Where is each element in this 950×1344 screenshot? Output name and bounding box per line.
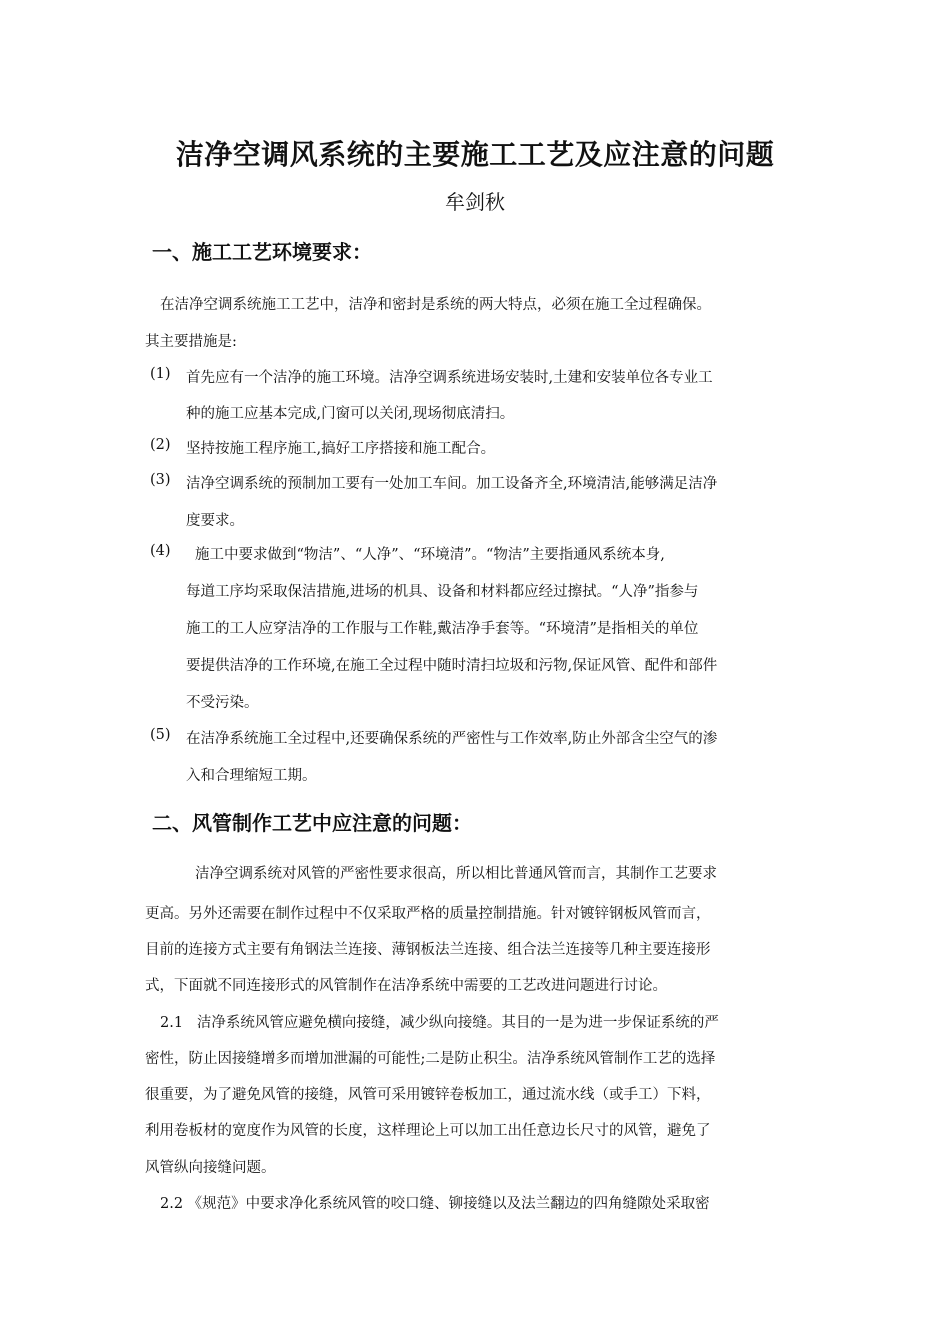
list-item-line: 施工的工人应穿洁净的工作服与工作鞋,戴洁净手套等。“环境清”是指相关的单位 <box>186 621 699 637</box>
list-item-line: 坚持按施工程序施工,搞好工序搭接和施工配合。 <box>186 441 496 457</box>
list-item-line: 不受污染。 <box>186 695 259 711</box>
section2-heading: 二、风管制作工艺中应注意的问题： <box>152 811 472 835</box>
list-item-number: (1) <box>150 366 171 382</box>
section1-heading: 一、施工工艺环境要求： <box>152 240 372 264</box>
list-item-line: 每道工序均采取保洁措施,进场的机具、设备和材料都应经过擦拭。“人净”指参与 <box>186 584 699 600</box>
list-item-line: 首先应有一个洁净的施工环境。洁净空调系统进场安装时,土建和安装单位各专业工 <box>186 370 713 386</box>
list-item-line: 在洁净系统施工全过程中,还要确保系统的严密性与工作效率,防止外部含尘空气的渗 <box>186 731 718 747</box>
author-name: 牟剑秋 <box>445 190 505 214</box>
paragraph-line: 风管纵向接缝问题。 <box>145 1160 276 1176</box>
list-item-line: 施工中要求做到“物洁”、“人净”、“环境清”。“物洁”主要指通风系统本身, <box>195 547 665 563</box>
list-item-line: 洁净空调系统的预制加工要有一处加工车间。加工设备齐全,环境清洁,能够满足洁净 <box>186 476 718 492</box>
list-item-number: (4) <box>150 543 171 559</box>
paragraph-line: 密性，防止因接缝增多而增加泄漏的可能性;二是防止积尘。洁净系统风管制作工艺的选择 <box>145 1051 716 1067</box>
paragraph-line: 式，下面就不同连接形式的风管制作在洁净系统中需要的工艺改进问题进行讨论。 <box>145 978 667 994</box>
list-item-number: (2) <box>150 437 171 453</box>
section1-intro-line1: 在洁净空调系统施工工艺中，洁净和密封是系统的两大特点，必须在施工全过程确保。 <box>160 297 711 313</box>
paragraph-line: 洁净空调系统对风管的严密性要求很高，所以相比普通风管而言，其制作工艺要求 <box>195 866 717 882</box>
paragraph-line: 更高。另外还需要在制作过程中不仅采取严格的质量控制措施。针对镀锌钢板风管而言， <box>145 906 711 922</box>
list-item-number: (3) <box>150 472 171 488</box>
section1-intro-line2: 其主要措施是: <box>145 334 237 350</box>
paragraph-line: 目前的连接方式主要有角钢法兰连接、薄钢板法兰连接、组合法兰连接等几种主要连接形 <box>145 942 711 958</box>
list-item-line: 种的施工应基本完成,门窗可以关闭,现场彻底清扫。 <box>186 406 515 422</box>
list-item-number: (5) <box>150 727 171 743</box>
list-item-line: 度要求。 <box>186 513 244 529</box>
list-item-line: 入和合理缩短工期。 <box>186 768 317 784</box>
paragraph-line: 2.2 《规范》中要求净化系统风管的咬口缝、铆接缝以及法兰翻边的四角缝隙处采取密 <box>160 1196 710 1212</box>
document-title: 洁净空调风系统的主要施工工艺及应注意的问题 <box>175 138 775 171</box>
paragraph-line: 利用卷板材的宽度作为风管的长度，这样理论上可以加工出任意边长尺寸的风管，避免了 <box>145 1123 711 1139</box>
list-item-line: 要提供洁净的工作环境,在施工全过程中随时清扫垃圾和污物,保证风管、配件和部件 <box>186 658 718 674</box>
paragraph-line: 很重要，为了避免风管的接缝，风管可采用镀锌卷板加工，通过流水线（或手工）下料， <box>145 1087 711 1103</box>
paragraph-line: 2.1 洁净系统风管应避免横向接缝，减少纵向接缝。其目的一是为进一步保证系统的严 <box>160 1015 719 1031</box>
